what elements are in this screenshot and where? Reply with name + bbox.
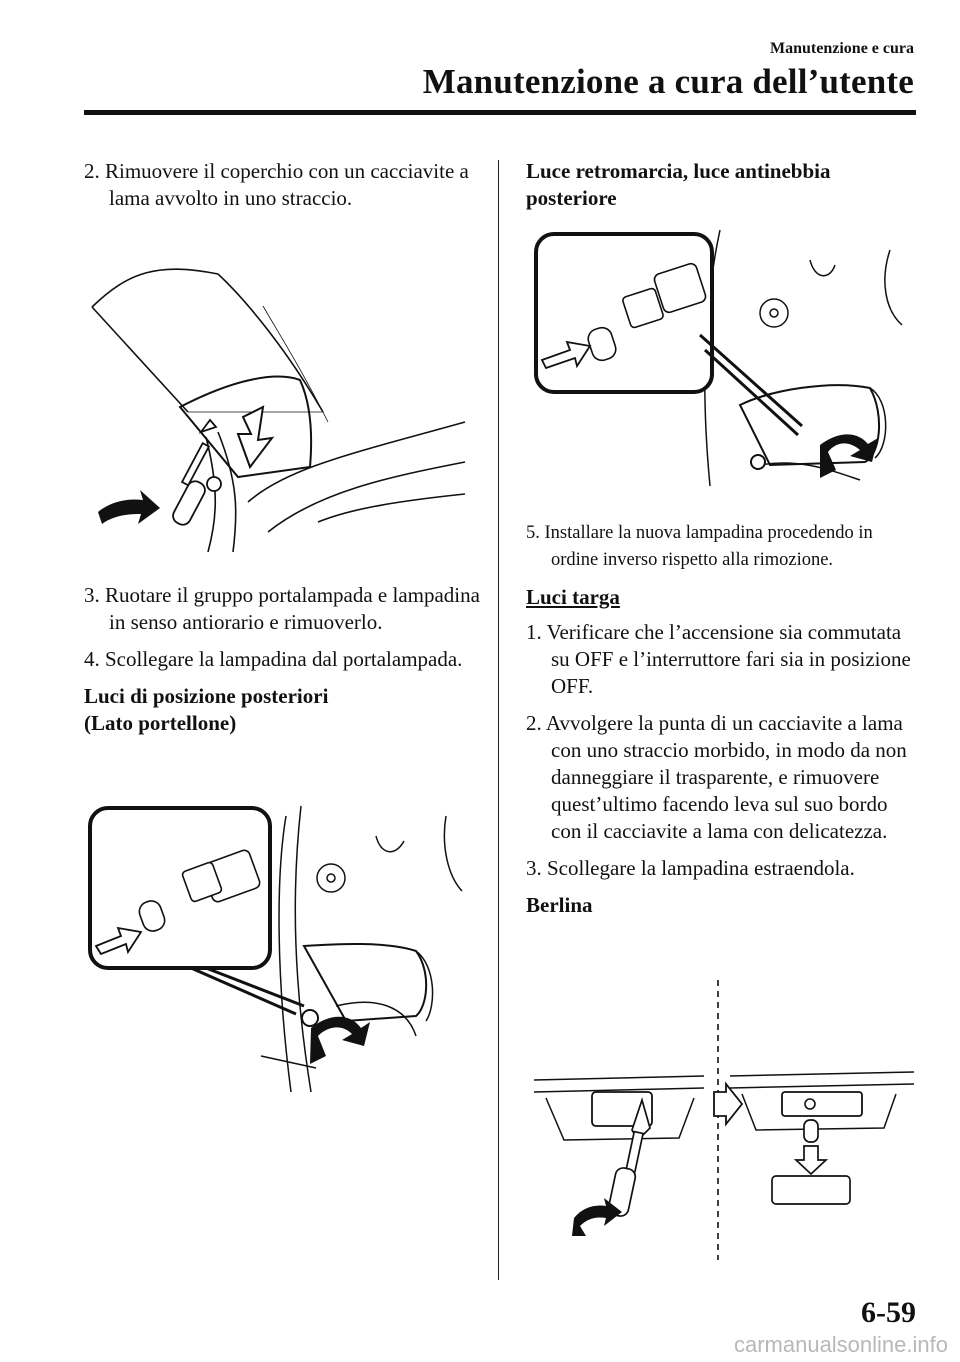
- reverse-light-heading-2: posteriore: [526, 186, 617, 210]
- position-lights-heading-2: (Lato portellone): [84, 711, 237, 735]
- left-step-2: [84, 158, 480, 222]
- reverse-light-heading-1: Luce retromarcia, luce antinebbia: [526, 159, 831, 183]
- page-title: Manutenzione a cura dell’utente: [422, 62, 914, 101]
- position-light-bulb-illustration: [86, 796, 476, 1092]
- column-separator: [498, 160, 499, 1280]
- plate-step-2-text: 2. Avvolgere la punta di un cacciavite a lama con uno straccio morbido, in modo da non danneggiare il trasparente, e rimuovere quest’ultimo facendo leva sul suo bordo con il cacciavite a lama con delicatezza.: [526, 711, 907, 843]
- cover-removal-illustration: [88, 262, 470, 552]
- step-4-text: 4. Scollegare la lampadina dal portalampada.: [84, 647, 463, 671]
- license-plate-light-illustration: [534, 980, 920, 1260]
- header-rule: [84, 110, 916, 115]
- reverse-fog-light-illustration: [530, 230, 920, 486]
- page-number: 6-59: [861, 1296, 916, 1329]
- rear-lamp-heading: [526, 158, 920, 212]
- step-3-text: 3. Ruotare il gruppo portalampada e lampadina in senso antiorario e rimuoverlo.: [84, 583, 480, 634]
- position-lights-heading-1: Luci di posizione posteriori: [84, 684, 329, 708]
- watermark: carmanualsonline.info: [733, 1332, 948, 1357]
- step-5-text: 5. Installare la nuova lampadina procedendo in ordine inverso rispetto alla rimozione.: [526, 523, 873, 570]
- plate-step-1-text: 1. Verificare che l’accensione sia commutata su OFF e l’interruttore fari sia in posizione OFF.: [526, 620, 911, 698]
- plate-lights-heading: Luci targa: [526, 585, 620, 609]
- step-2-text: 2. Rimuovere il coperchio con un cacciavite a lama avvolto in uno straccio.: [84, 159, 469, 210]
- plate-step-3-text: 3. Scollegare la lampadina estraendola.: [526, 856, 855, 880]
- section-label: Manutenzione e cura: [770, 40, 914, 57]
- berlina-heading: Berlina: [526, 893, 593, 917]
- right-step-5: [526, 520, 920, 919]
- left-steps-3-4: [84, 582, 480, 737]
